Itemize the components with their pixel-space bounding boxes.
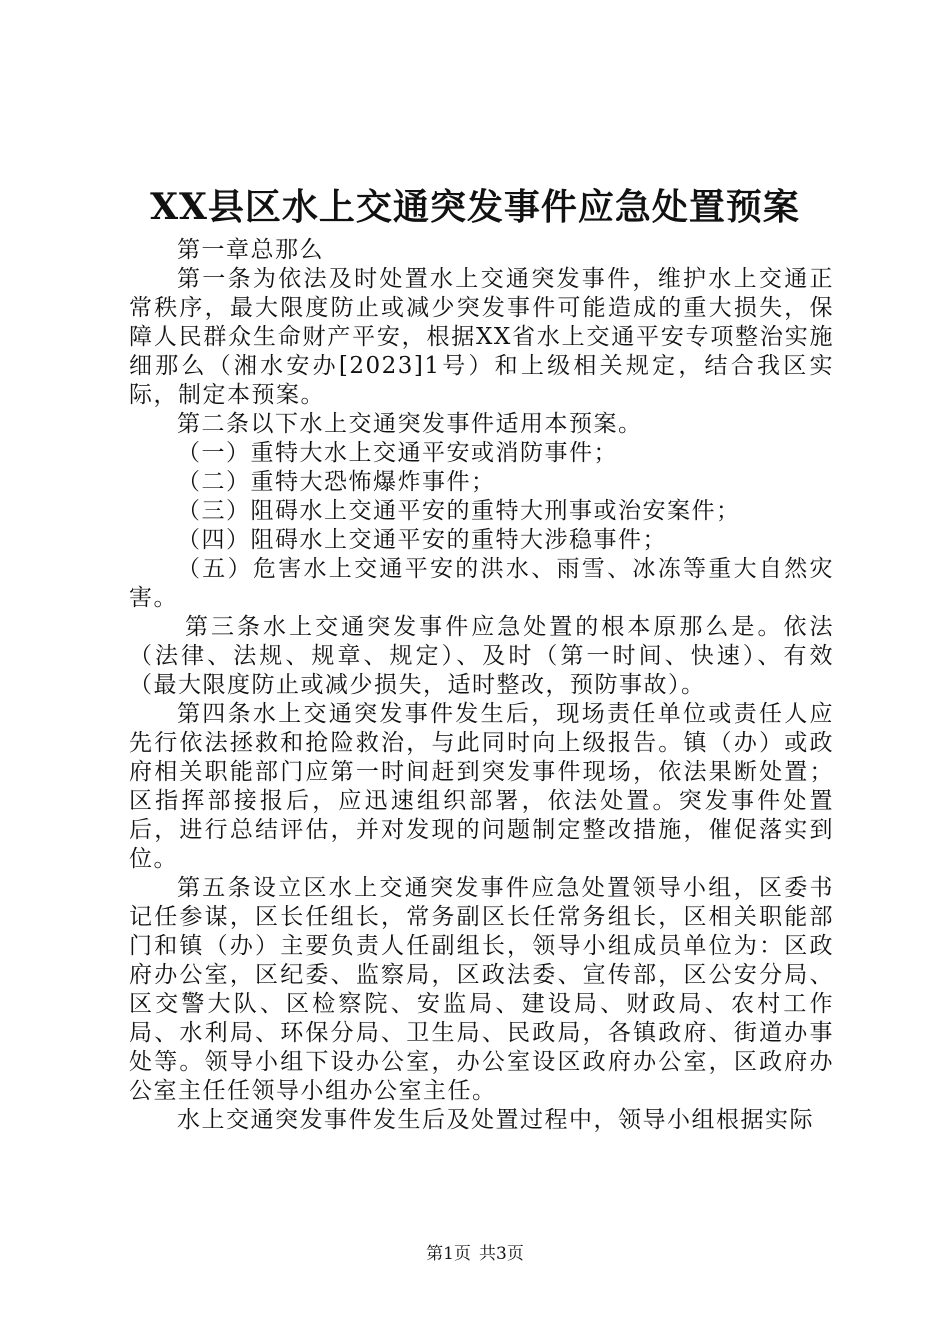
article-5-paragraph: 第五条设立区水上交通突发事件应急处置领导小组，区委书记任参谋，区长任组长，常务副区长任常务组长，区相关职能部门和镇（办）主要负责人任副组长，领导小组成员单位为：区政府办公室，区纪委、监察局，区政法委、宣传部，区公安分局、区交警大队、区检察院、安监局、建设局、财政局、农村工作局、水利局、环保分局、卫生局、民政局，各镇政府、街道办事处等。领导小组下设办公室，办公室设区政府办公室，区政府办公室主任任领导小组办公室主任。 [129, 875, 834, 1104]
continuation-paragraph: 水上交通突发事件发生后及处置过程中，领导小组根据实际 [177, 1107, 814, 1133]
article-3-paragraph: 第三条水上交通突发事件应急处置的根本原那么是。依法（法律、法规、规章、规定）、及时（第一时间、快速）、有效（最大限度防止或减少损失，适时整改，预防事故）。 [129, 614, 834, 698]
page-footer [0, 1242, 950, 1266]
document-title: XX县区水上交通突发事件应急处置预案 [150, 186, 800, 228]
chapter-heading: 第一章总那么 [177, 237, 324, 263]
article-1-paragraph: 第一条为依法及时处置水上交通突发事件，维护水上交通正常秩序，最大限度防止或减少突发事件可能造成的重大损失，保障人民群众生命财产平安，根据XX省水上交通平安专项整治实施细那么（湘水安办[2023]1号）和上级相关规定，结合我区实际，制定本预案。 [129, 266, 834, 408]
list-item: （一）重特大水上交通平安或消防事件； [177, 440, 618, 466]
list-item: （四）阻碍水上交通平安的重特大涉稳事件； [177, 527, 667, 553]
page-total: 共3页 [479, 1244, 524, 1264]
list-item: （五）危害水上交通平安的洪水、雨雪、冰冻等重大自然灾害。 [129, 556, 834, 611]
page-number: 第1页 [426, 1244, 471, 1264]
article-4-paragraph: 第四条水上交通突发事件发生后，现场责任单位或责任人应先行依法拯救和抢险救治，与此同时向上级报告。镇（办）或政府相关职能部门应第一时间赶到突发事件现场，依法果断处置；区指挥部接报后，应迅速组织部署，依法处置。突发事件处置后，进行总结评估，并对发现的问题制定整改措施，催促落实到位。 [129, 701, 834, 872]
article-2-paragraph: 第二条以下水上交通突发事件适用本预案。 [177, 411, 643, 437]
document-body [129, 236, 834, 1135]
list-item: （三）阻碍水上交通平安的重特大刑事或治安案件； [177, 498, 741, 524]
list-item: （二）重特大恐怖爆炸事件； [177, 469, 496, 495]
